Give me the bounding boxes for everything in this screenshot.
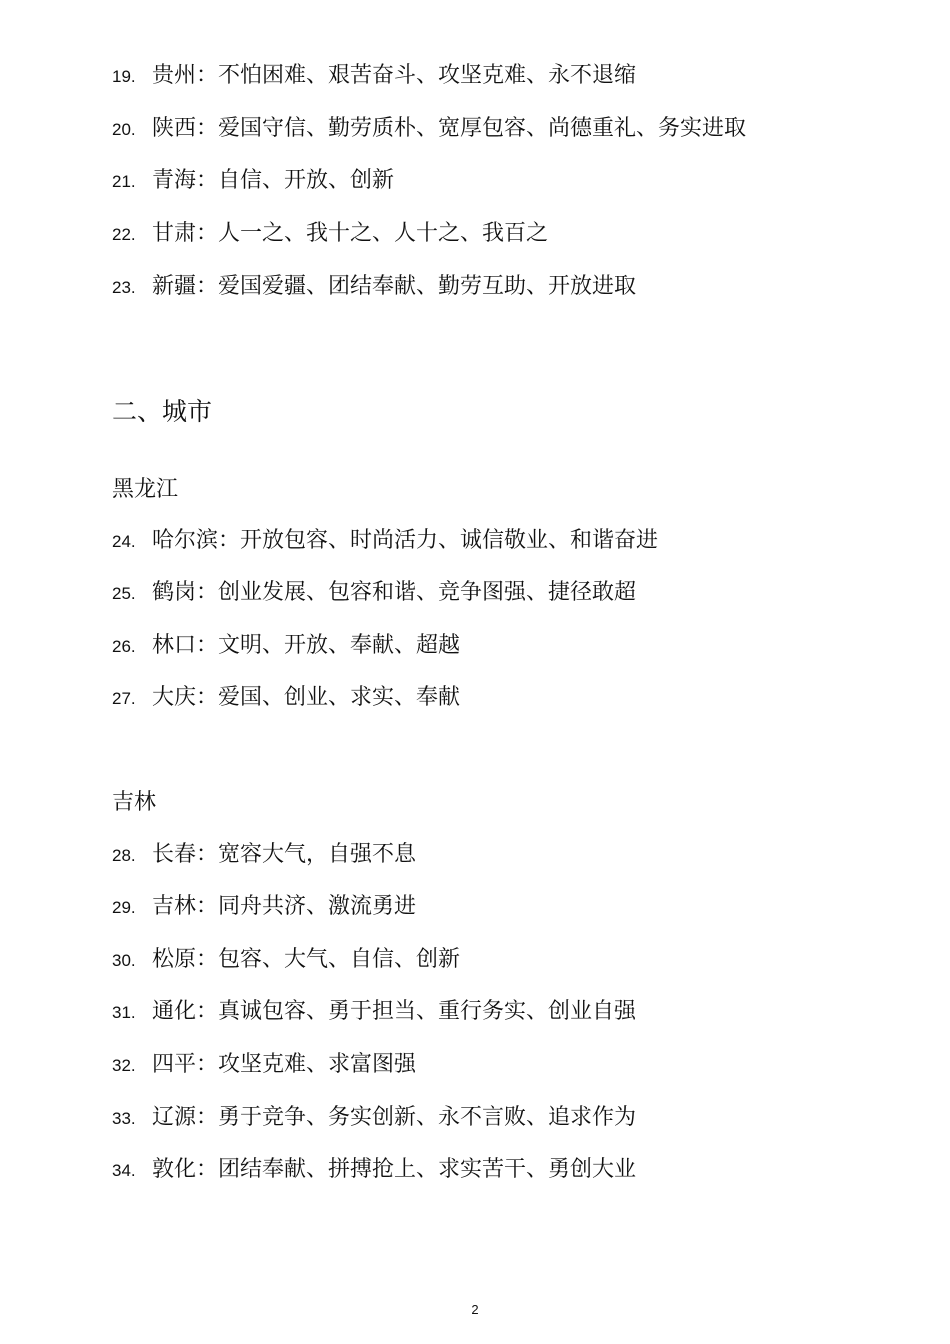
item-text: 辽源：勇于竞争、务实创新、永不言败、追求作为 xyxy=(152,1105,637,1130)
item-number: 21. xyxy=(112,172,136,191)
item-number: 33. xyxy=(112,1109,136,1128)
item-text: 陕西：爱国守信、勤劳质朴、宽厚包容、尚德重礼、务实进取 xyxy=(152,116,747,141)
item-number: 23. xyxy=(112,278,136,297)
item-text: 敦化：团结奉献、拼搏抢上、求实苦干、勇创大业 xyxy=(152,1157,637,1182)
item-number: 26. xyxy=(112,637,136,656)
list-item xyxy=(112,164,394,198)
list-item xyxy=(112,524,658,558)
item-number: 20. xyxy=(112,120,136,139)
item-number: 25. xyxy=(112,584,136,603)
item-number: 34. xyxy=(112,1161,136,1180)
item-number: 27. xyxy=(112,689,136,708)
item-number: 22. xyxy=(112,225,136,244)
item-text: 青海：自信、开放、创新 xyxy=(152,168,395,193)
item-number: 29. xyxy=(112,898,136,917)
list-item xyxy=(112,1048,416,1082)
item-number: 19. xyxy=(112,67,136,86)
list-item xyxy=(112,217,548,251)
list-item xyxy=(112,1101,636,1135)
item-text: 通化：真诚包容、勇于担当、重行务实、创业自强 xyxy=(152,999,637,1024)
list-item xyxy=(112,943,460,977)
item-text: 林口：文明、开放、奉献、超越 xyxy=(152,633,461,658)
list-item xyxy=(112,576,636,610)
item-number: 28. xyxy=(112,846,136,865)
subsection-heading-jilin: 吉林 xyxy=(112,790,157,815)
section-title: 二、城市 xyxy=(112,397,213,426)
item-text: 甘肃：人一之、我十之、人十之、我百之 xyxy=(152,221,549,246)
list-item xyxy=(112,995,636,1029)
item-text: 吉林：同舟共济、激流勇进 xyxy=(152,894,417,919)
item-number: 30. xyxy=(112,951,136,970)
list-item xyxy=(112,1153,636,1187)
item-text: 鹤岗：创业发展、包容和谐、竞争图强、捷径敢超 xyxy=(152,580,637,605)
item-number: 31. xyxy=(112,1003,136,1022)
list-item xyxy=(112,112,746,146)
item-number: 32. xyxy=(112,1056,136,1075)
page-number: 2 xyxy=(471,1302,479,1317)
item-text: 贵州：不怕困难、艰苦奋斗、攻坚克难、永不退缩 xyxy=(152,63,637,88)
list-item xyxy=(112,629,460,663)
item-text: 长春：宽容大气，自强不息 xyxy=(152,842,417,867)
subsection-heading-heilongjiang: 黑龙江 xyxy=(112,477,179,502)
list-item xyxy=(112,270,636,304)
item-text: 哈尔滨：开放包容、时尚活力、诚信敬业、和谐奋进 xyxy=(152,528,659,553)
list-item xyxy=(112,681,460,715)
list-item xyxy=(112,59,636,93)
item-text: 四平：攻坚克难、求富图强 xyxy=(152,1052,417,1077)
item-text: 松原：包容、大气、自信、创新 xyxy=(152,947,461,972)
list-item xyxy=(112,838,416,872)
item-number: 24. xyxy=(112,532,136,551)
item-text: 大庆：爱国、创业、求实、奉献 xyxy=(152,685,461,710)
item-text: 新疆：爱国爱疆、团结奉献、勤劳互助、开放进取 xyxy=(152,274,637,299)
list-item xyxy=(112,890,416,924)
